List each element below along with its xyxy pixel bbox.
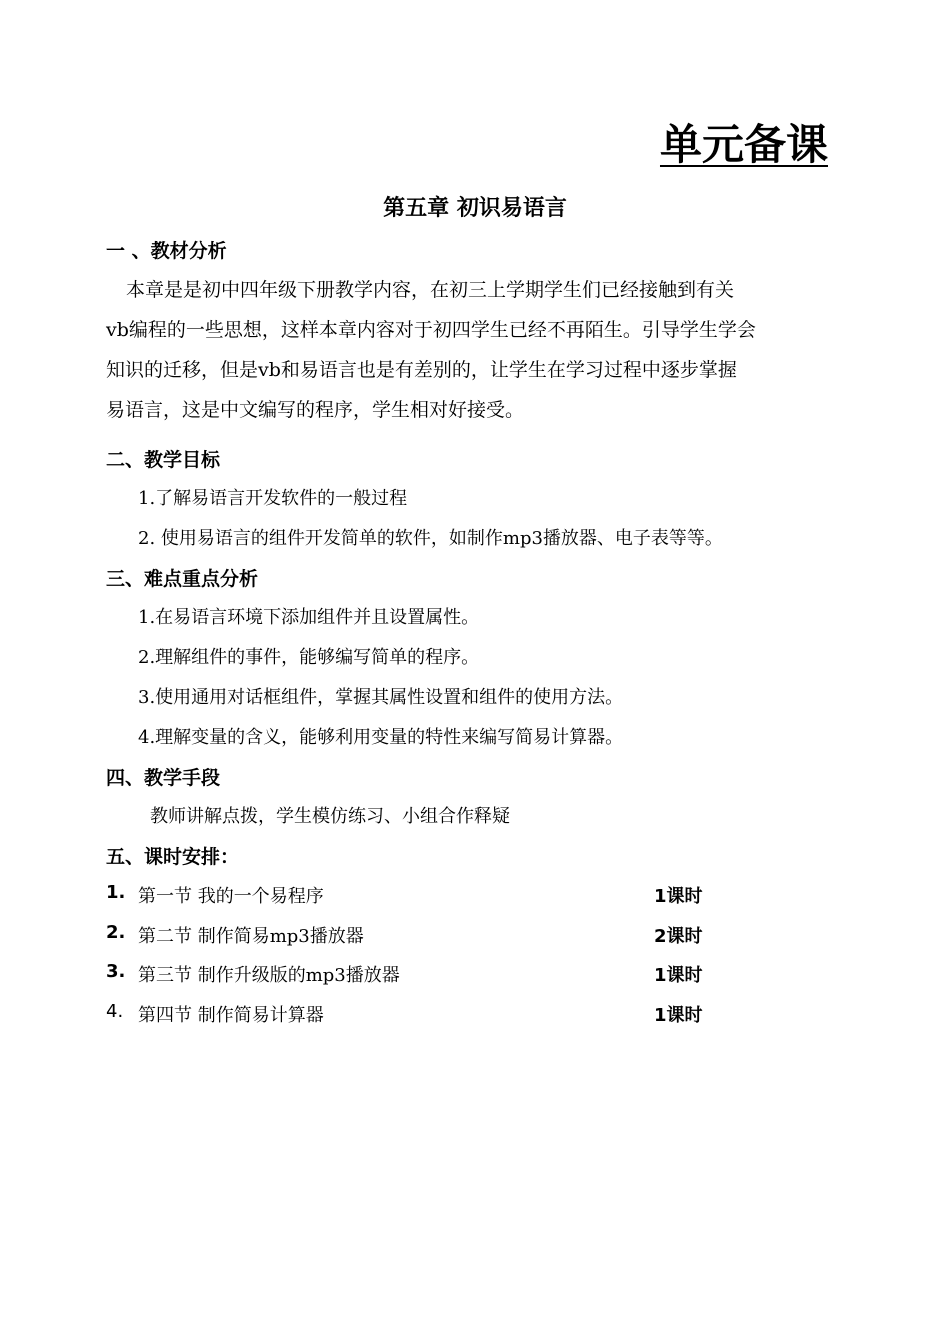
analysis-line: 知识的迁移，但是vb和易语言也是有差别的，让学生在学习过程中逐步掌握 [106,359,737,381]
schedule-row-number: 1. [106,882,126,903]
schedule-row-hours: 2课时 [654,926,703,947]
schedule-row-hours: 1课时 [654,1005,703,1026]
analysis-line: 本章是是初中四年级下册教学内容，在初三上学期学生们已经接触到有关 [126,279,735,301]
chapter-title: 第五章 初识易语言 [383,196,567,221]
heading-schedule: 五、课时安排： [106,846,240,868]
schedule-row-title: 第四节 制作简易计算器 [138,1005,324,1026]
schedule-row-number: 4. [106,1001,124,1022]
goal-item: 1.了解易语言开发软件的一般过程 [138,488,408,509]
difficulty-item: 2.理解组件的事件，能够编写简单的程序。 [138,647,480,668]
goal-item: 2. 使用易语言的组件开发简单的软件，如制作mp3播放器、电子表等等。 [138,528,723,549]
heading-difficulties: 三、难点重点分析 [106,568,259,590]
schedule-row-title: 第二节 制作简易mp3播放器 [138,926,364,947]
analysis-line: 易语言，这是中文编写的程序，学生相对好接受。 [106,399,525,421]
schedule-row-title: 第三节 制作升级版的mp3播放器 [138,965,400,986]
schedule-row-number: 3. [106,961,126,982]
methods-text: 教师讲解点拨，学生模仿练习、小组合作释疑 [150,806,510,827]
document-title: 单元备课 [659,120,828,169]
analysis-line: vb编程的一些思想，这样本章内容对于初四学生已经不再陌生。引导学生学会 [106,319,756,341]
schedule-row-hours: 1课时 [654,965,703,986]
analysis-paragraph [106,270,846,430]
heading-goals: 二、教学目标 [106,449,221,471]
heading-analysis: 一 、教材分析 [106,240,227,262]
schedule-row-number: 2. [106,922,126,943]
difficulty-item: 1.在易语言环境下添加组件并且设置属性。 [138,607,480,628]
schedule-row-hours: 1课时 [654,886,703,907]
heading-methods: 四、教学手段 [106,767,221,789]
difficulty-item: 3.使用通用对话框组件，掌握其属性设置和组件的使用方法。 [138,687,624,708]
difficulty-item: 4.理解变量的含义，能够利用变量的特性来编写简易计算器。 [138,727,624,748]
schedule-row-title: 第一节 我的一个易程序 [138,886,324,907]
